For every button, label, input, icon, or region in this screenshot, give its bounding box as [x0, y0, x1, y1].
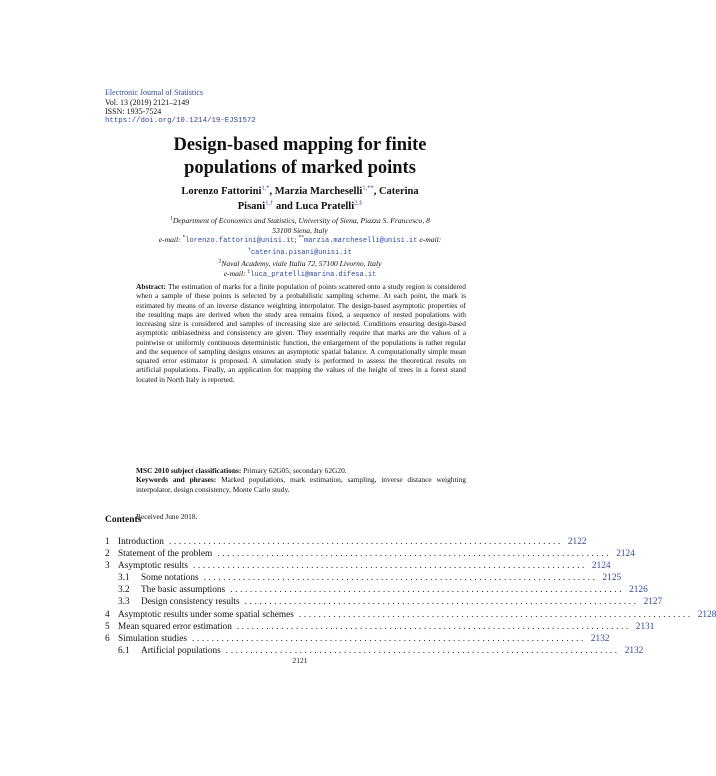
- journal-info: [105, 88, 256, 126]
- abstract-text: The estimation of marks for a finite population of points scattered onto a study region is considered when a sample of these points is selected by a probabilistic sampling scheme. At each point, the mark is estimated by means of an inverse distance weighting interpolator. The design-based asymptotic properties of the resulting maps are derived when the study area remains fixed, a sequence of nested populations with increasing size is considered and samples of increasing size are selected. Conditions ensuring design-based asymptotic unbiasedness and consistency are given. They essentially require that marks are the values of a pointwise or uniformly continuous deterministic function, the enlargement of the populations is rather regular and the sequence of sampling designs ensures an asymptotic spatial balance. A computationally simple mean squared error estimator is proposed. A simulation study is performed to assess the theoretical results on artificial populations. Finally, an application for mapping the values of the height of trees in a forest stand located in North Italy is reported.: [136, 282, 466, 384]
- toc-title: Asymptotic results under some spatial schemes: [118, 609, 294, 620]
- author-footnote-link[interactable]: 1,**: [362, 184, 374, 192]
- toc-leader-dots: ................................................................................: [244, 597, 639, 608]
- toc-leader-dots: ................................................................................: [168, 537, 563, 547]
- email-label: e-mail:: [419, 235, 442, 244]
- page-number: 2121: [292, 656, 308, 665]
- table-of-contents: [105, 536, 716, 657]
- toc-leader-dots: ................................................................................: [192, 561, 587, 572]
- doi-link[interactable]: https://doi.org/10.1214/19-EJS1572: [105, 116, 256, 125]
- toc-page-link[interactable]: 2124: [616, 549, 635, 560]
- keywords-text: Marked populations, mark estimation, sampling, inverse distance weighting interpolator, design consistency, Monte Carlo study.: [136, 475, 467, 494]
- toc-page-link[interactable]: 2131: [635, 621, 655, 632]
- toc-leader-dots: ................................................................................: [203, 573, 598, 584]
- author-footnote-link[interactable]: 1,†: [265, 199, 274, 207]
- journal-volume: Vol. 13 (2019) 2121–2149: [105, 97, 190, 107]
- abstract: [136, 282, 466, 384]
- toc-page-link[interactable]: 2124: [591, 561, 611, 572]
- toc-page-link[interactable]: 2122: [567, 537, 587, 547]
- toc-page-link[interactable]: 2126: [629, 585, 648, 596]
- email-separator: ;: [294, 235, 297, 244]
- toc-title: Mean squared error estimation: [118, 621, 232, 632]
- toc-entry[interactable]: [105, 609, 716, 621]
- author-conjunction: and: [275, 201, 293, 212]
- email-link[interactable]: caterina.pisani@unisi.it: [250, 248, 352, 257]
- toc-entry[interactable]: [105, 621, 655, 633]
- msc-text: Primary 62G05; secondary 62G20.: [243, 466, 347, 475]
- toc-entry[interactable]: [105, 584, 648, 596]
- toc-title: Statement of the problem: [118, 549, 213, 560]
- paper-title: [0, 134, 600, 180]
- toc-entry[interactable]: [105, 536, 587, 548]
- toc-number: 4: [105, 609, 110, 620]
- journal-name[interactable]: Electronic Journal of Statistics: [105, 88, 203, 97]
- toc-page-link[interactable]: 2128: [697, 609, 716, 620]
- affiliation-city: 53100 Siena, Italy: [272, 225, 328, 235]
- toc-leader-dots: ................................................................................: [230, 585, 625, 596]
- toc-number: 6.1: [118, 645, 130, 656]
- toc-page-link[interactable]: 2132: [624, 645, 644, 656]
- email-marker: ‡: [247, 267, 251, 274]
- email-marker: †: [248, 245, 251, 252]
- toc-number: 3.2: [118, 585, 130, 596]
- toc-number: 5: [105, 621, 110, 632]
- toc-title: Introduction: [118, 537, 164, 547]
- toc-entry[interactable]: [105, 560, 611, 572]
- affiliation-marker: 2: [218, 258, 222, 265]
- toc-entry[interactable]: [105, 633, 610, 645]
- email-link[interactable]: lorenzo.fattorini@unisi.it: [185, 237, 295, 245]
- email-label: e-mail:: [158, 235, 181, 244]
- journal-issn: ISSN: 1935-7524: [105, 107, 162, 116]
- toc-title: Artificial populations: [141, 645, 221, 656]
- contents-heading: Contents: [105, 515, 142, 525]
- toc-number: 6: [105, 633, 110, 644]
- toc-entry[interactable]: [105, 548, 635, 560]
- toc-leader-dots: ................................................................................: [225, 645, 620, 656]
- toc-page-link[interactable]: 2125: [602, 573, 622, 584]
- email-label: e-mail:: [223, 268, 246, 278]
- affiliation-1: [0, 216, 600, 258]
- affiliation-address: Department of Economics and Statistics, University of Siena, Piazza S. Francesco, 8: [172, 216, 430, 225]
- title-line-1: Design-based mapping for finite: [173, 135, 427, 155]
- toc-number: 1: [105, 537, 110, 547]
- author-name: Pisani: [237, 201, 266, 212]
- toc-title: The basic assumptions: [141, 585, 226, 596]
- toc-title: Asymptotic results: [118, 561, 188, 572]
- toc-leader-dots: ................................................................................: [191, 633, 586, 644]
- author-list: Lorenzo Fattorini$^{1,*}$, Marzia Marcheselli$^{1,**}$, Caterina Pisani$^{1,\dagger}$ and Luca Pratelli$^{2,\ddagger}$: [181, 184, 419, 212]
- email-marker: **: [298, 234, 305, 241]
- email-link[interactable]: luca_pratelli@marina.difesa.it: [250, 270, 377, 279]
- toc-title: Some notations: [141, 573, 199, 584]
- toc-leader-dots: ................................................................................: [298, 609, 693, 620]
- toc-number: 3.1: [118, 573, 130, 584]
- classification-keywords: [136, 466, 466, 494]
- author-name: Lorenzo Fattorini: [181, 186, 262, 197]
- keywords-label: Keywords and phrases:: [136, 475, 217, 485]
- author-footnote-link[interactable]: 2,‡: [354, 199, 363, 207]
- author-footnote-link[interactable]: 1,*: [261, 184, 270, 192]
- affiliation-2: [0, 259, 600, 280]
- title-line-2: populations of marked points: [184, 158, 416, 178]
- author-name: Luca Pratelli: [295, 201, 355, 212]
- toc-entry[interactable]: [105, 572, 622, 584]
- toc-number: 2: [105, 549, 110, 560]
- email-link[interactable]: marzia.marcheselli@unisi.it: [304, 237, 418, 245]
- received-date: Received June 2018.: [136, 512, 198, 521]
- author-name: Marzia Marcheselli: [274, 186, 363, 197]
- toc-page-link[interactable]: 2127: [643, 597, 663, 608]
- toc-number: 3.3: [118, 597, 130, 608]
- abstract-label: Abstract:: [136, 282, 166, 291]
- affiliation-address: Naval Academy, viale Italia 72, 57100 Livorno, Italy: [221, 259, 382, 268]
- toc-title: Simulation studies: [118, 633, 187, 644]
- toc-leader-dots: ................................................................................: [217, 549, 612, 560]
- email-marker: *: [182, 234, 186, 241]
- toc-leader-dots: ................................................................................: [236, 621, 631, 632]
- toc-title: Design consistency results: [141, 597, 240, 608]
- toc-number: 3: [105, 561, 110, 572]
- toc-page-link[interactable]: 2132: [590, 633, 610, 644]
- affiliation-marker: 1: [170, 215, 173, 222]
- author-name: Caterina: [378, 186, 419, 197]
- msc-label: MSC 2010 subject classifications:: [136, 466, 242, 475]
- toc-entry[interactable]: [105, 596, 663, 608]
